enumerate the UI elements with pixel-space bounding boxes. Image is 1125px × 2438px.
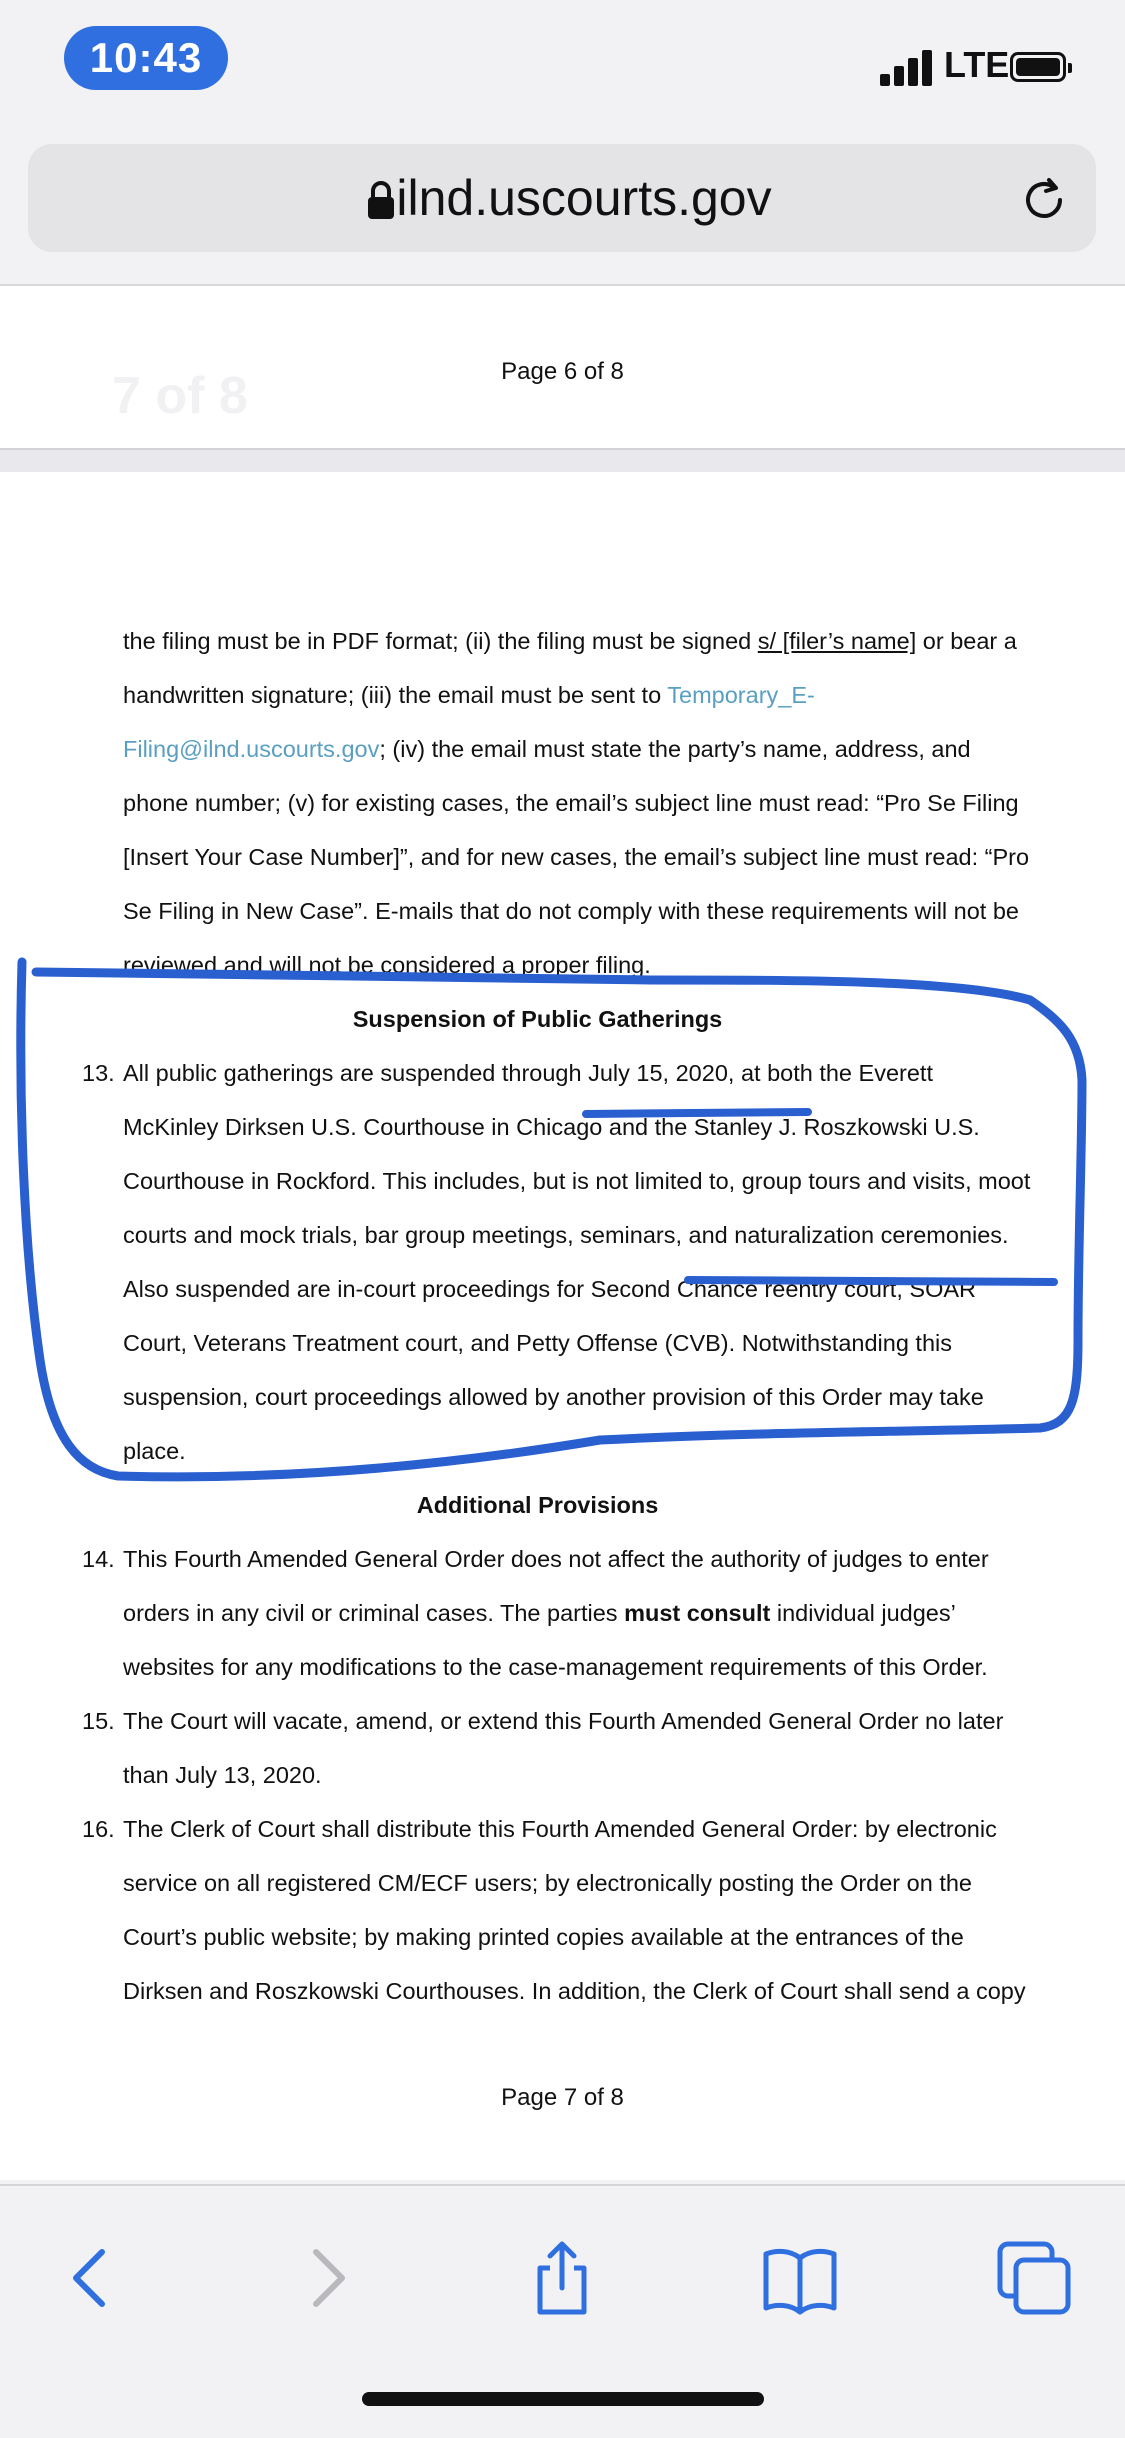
doc-line: than July 13, 2020. <box>123 1762 322 1788</box>
doc-line: phone number; (v) for existing cases, the email’s subject line must read: “Pro Se Filing <box>123 790 1019 816</box>
share-icon[interactable] <box>522 2238 602 2318</box>
item-number: 16. <box>82 1816 115 1842</box>
doc-line: [Insert Your Case Number]”, and for new cases, the email’s subject line must read: “Pro <box>123 844 1030 870</box>
section-heading-additional: Additional Provisions <box>416 1492 659 1518</box>
page-6-label: Page 6 of 8 <box>501 358 624 385</box>
signal-icon <box>880 48 938 86</box>
page-separator <box>0 448 1125 474</box>
doc-line: reviewed and will not be considered a proper filing. <box>123 952 651 978</box>
reload-icon[interactable] <box>1016 172 1072 228</box>
doc-line: Se Filing in New Case”. E-mails that do not comply with these requirements will not be <box>123 898 1019 924</box>
doc-line: Courthouse in Rockford. This includes, but is not limited to, group tours and visits, moot <box>123 1168 1031 1194</box>
email-link[interactable]: Temporary_E- <box>667 682 815 708</box>
doc-line: websites for any modifications to the case-management requirements of this Order. <box>123 1654 988 1680</box>
doc-line: service on all registered CM/ECF users; by electronically posting the Order on the <box>123 1870 972 1896</box>
doc-line: courts and mock trials, bar group meetings, seminars, and naturalization ceremonies. <box>123 1222 1009 1248</box>
status-bar <box>0 0 1125 130</box>
doc-line: suspension, court proceedings allowed by another provision of this Order may take <box>123 1384 984 1410</box>
doc-line: Also suspended are in-court proceedings for Second Chance reentry court, SOAR <box>123 1276 976 1302</box>
item-number: 14. <box>82 1546 115 1572</box>
doc-line: Court’s public website; by making printed copies available at the entrances of the <box>123 1924 964 1950</box>
doc-line: Dirksen and Roszkowski Courthouses. In addition, the Clerk of Court shall send a copy <box>123 1978 1026 2004</box>
doc-line: This Fourth Amended General Order does not affect the authority of judges to enter <box>123 1546 989 1572</box>
page-7-label: Page 7 of 8 <box>501 2084 624 2111</box>
doc-line: handwritten signature; (iii) the email must be sent to Temporary_E- <box>123 682 815 708</box>
bookmarks-icon[interactable] <box>760 2238 840 2318</box>
doc-line: Court, Veterans Treatment court, and Petty Offense (CVB). Notwithstanding this <box>123 1330 952 1356</box>
pdf-page-6-bottom <box>0 284 1125 448</box>
home-indicator[interactable] <box>362 2392 764 2406</box>
doc-line: McKinley Dirksen U.S. Courthouse in Chicago and the Stanley J. Roszkowski U.S. <box>123 1114 980 1140</box>
doc-line: Filing@ilnd.uscourts.gov; (iv) the email must state the party’s name, address, and <box>123 736 971 762</box>
address-bar[interactable] <box>28 144 1096 252</box>
doc-line: place. <box>123 1438 186 1464</box>
battery-icon <box>1010 52 1066 82</box>
back-icon[interactable] <box>52 2238 132 2318</box>
status-time: 10:43 <box>64 26 228 90</box>
tabs-icon[interactable] <box>994 2238 1074 2318</box>
forward-icon <box>286 2238 366 2318</box>
doc-line: The Clerk of Court shall distribute this Fourth Amended General Order: by electronic <box>123 1816 997 1842</box>
email-link[interactable]: Filing@ilnd.uscourts.gov <box>123 736 380 762</box>
doc-line: All public gatherings are suspended through July 15, 2020, at both the Everett <box>123 1060 933 1086</box>
doc-line: The Court will vacate, amend, or extend this Fourth Amended General Order no later <box>123 1708 1004 1734</box>
url-text[interactable]: ilnd.uscourts.gov <box>396 170 772 226</box>
item-number: 13. <box>82 1060 115 1086</box>
page-indicator-ghost: 7 of 8 <box>112 367 248 425</box>
item-number: 15. <box>82 1708 115 1734</box>
doc-line: the filing must be in PDF format; (ii) the filing must be signed s/ [filer’s name] or bear a <box>123 628 1017 654</box>
section-heading-suspension: Suspension of Public Gatherings <box>352 1006 723 1032</box>
pdf-page-7 <box>0 472 1125 2180</box>
network-label: LTE <box>944 44 1010 85</box>
doc-line: orders in any civil or criminal cases. The parties must consult individual judges’ <box>123 1600 956 1626</box>
